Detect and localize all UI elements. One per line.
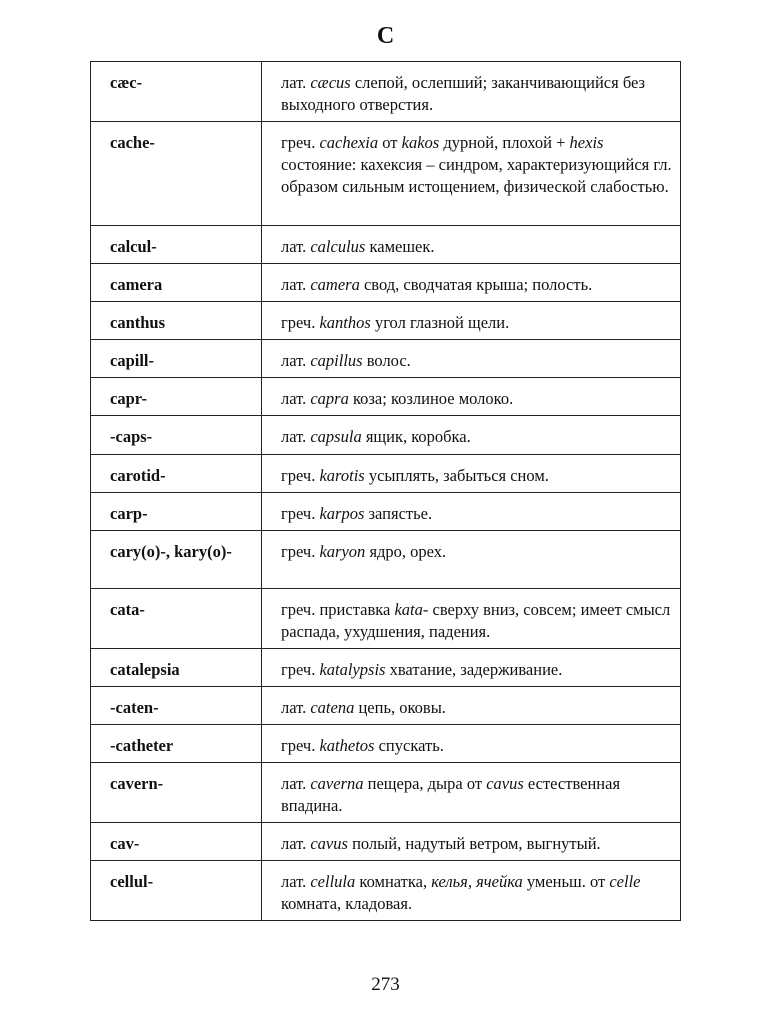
entry-definition — [262, 649, 681, 687]
entry-definition — [262, 302, 681, 340]
etymon-word: camera — [310, 275, 360, 294]
entry-term: carp- — [91, 493, 262, 531]
entry-definition — [262, 763, 681, 823]
definition-text: естественная впадина. — [281, 774, 621, 815]
entry-definition — [262, 226, 681, 264]
entry-term: -caps- — [91, 416, 262, 455]
entry-definition — [262, 823, 681, 861]
definition-text: комнатка, — [355, 872, 432, 891]
section-letter: C — [376, 23, 395, 49]
table-row — [91, 493, 681, 531]
table-row — [91, 340, 681, 378]
definition-text: лат. — [281, 275, 311, 294]
etymon-word: capsula — [310, 427, 362, 446]
definition-text: свод, сводчатая крыша; полость. — [359, 275, 593, 294]
entry-term: cæc- — [91, 62, 262, 122]
definition-text: полый, надутый ветром, выгнутый. — [347, 834, 601, 853]
etymon-word: catena — [310, 698, 355, 717]
etymon-word: cæcus — [310, 73, 351, 92]
definition-text: лат. — [281, 351, 311, 370]
entry-definition — [262, 378, 681, 416]
table-row — [91, 687, 681, 725]
definition-text: запястье. — [364, 504, 433, 523]
definition-text: состояние: кахексия – синдром, характеризующийся гл. образом сильным истощением, физической слабостью. — [281, 155, 672, 196]
entry-term: calcul- — [91, 226, 262, 264]
definition-text: лат. — [281, 427, 311, 446]
definition-text: лат. — [281, 698, 311, 717]
entry-term: -catheter — [91, 725, 262, 763]
definition-text: ядро, орех. — [365, 542, 447, 561]
etymon-word: kata- — [394, 600, 429, 619]
definition-text: слепой, ослепший; заканчивающийся без выходного отверстия. — [281, 73, 646, 114]
definition-text: греч. — [281, 542, 320, 561]
table-row — [91, 264, 681, 302]
etymon-word: келья, ячейка — [431, 872, 523, 891]
etymon-word: cachexia — [319, 133, 379, 152]
definition-text: лат. — [281, 774, 311, 793]
table-row — [91, 122, 681, 226]
etymon-word: karpos — [319, 504, 365, 523]
definition-text: лат. — [281, 389, 311, 408]
definition-text: греч. — [281, 313, 320, 332]
definition-text: комната, кладовая. — [281, 894, 413, 913]
table-row — [91, 589, 681, 649]
definition-text: лат. — [281, 834, 311, 853]
entry-definition — [262, 531, 681, 589]
definition-text: сверху вниз, совсем; имеет смысл распада, ухудшения, падения. — [281, 600, 671, 641]
etymon-word: hexis — [569, 133, 604, 152]
entry-term: cav- — [91, 823, 262, 861]
definition-text: камешек. — [365, 237, 435, 256]
entry-term: camera — [91, 264, 262, 302]
definition-text: греч. — [281, 660, 320, 679]
etymon-word: cavus — [310, 834, 348, 853]
definition-text: лат. — [281, 237, 311, 256]
table-row — [91, 302, 681, 340]
entry-term: carotid- — [91, 455, 262, 493]
entry-term: cache- — [91, 122, 262, 226]
table-row — [91, 455, 681, 493]
entry-definition — [262, 122, 681, 226]
entry-definition — [262, 493, 681, 531]
entry-definition — [262, 264, 681, 302]
etymon-word: katalypsis — [319, 660, 386, 679]
definition-text: лат. — [281, 73, 311, 92]
entry-term: capill- — [91, 340, 262, 378]
definition-text: спускать. — [374, 736, 444, 755]
definition-text: греч. — [281, 466, 320, 485]
definition-text: хватание, задерживание. — [385, 660, 563, 679]
table-row — [91, 416, 681, 455]
table-row — [91, 725, 681, 763]
entry-term: cary(o)-, kary(o)- — [91, 531, 262, 589]
definition-text: усыплять, забыться сном. — [364, 466, 549, 485]
etymon-word: cellula — [310, 872, 356, 891]
entry-term: -caten- — [91, 687, 262, 725]
entry-definition — [262, 455, 681, 493]
entry-definition — [262, 861, 681, 921]
etymon-word: kanthos — [319, 313, 371, 332]
etymon-word: cavus — [486, 774, 524, 793]
definition-text: греч. — [281, 736, 320, 755]
definition-text: дурной, плохой + — [439, 133, 570, 152]
table-row — [91, 823, 681, 861]
entry-definition — [262, 416, 681, 455]
entry-term: catalepsia — [91, 649, 262, 687]
entry-definition — [262, 62, 681, 122]
entry-term: cavern- — [91, 763, 262, 823]
etymon-word: kakos — [401, 133, 440, 152]
table-row — [91, 531, 681, 589]
entry-definition — [262, 687, 681, 725]
table-row — [91, 378, 681, 416]
etymon-word: celle — [609, 872, 641, 891]
entry-definition — [262, 340, 681, 378]
etymon-word: karyon — [319, 542, 366, 561]
dictionary-table — [90, 61, 681, 921]
definition-text: цепь, оковы. — [354, 698, 446, 717]
entry-term: canthus — [91, 302, 262, 340]
page-number: 273 — [371, 974, 400, 995]
definition-text: волос. — [362, 351, 411, 370]
entry-term: cata- — [91, 589, 262, 649]
table-row — [91, 649, 681, 687]
etymon-word: caverna — [310, 774, 364, 793]
etymon-word: karotis — [319, 466, 365, 485]
etymon-word: capillus — [310, 351, 363, 370]
table-row — [91, 62, 681, 122]
definition-text: уменьш. от — [522, 872, 610, 891]
definition-text: коза; козлиное молоко. — [348, 389, 514, 408]
etymon-word: capra — [310, 389, 349, 408]
definition-text: от — [378, 133, 402, 152]
definition-text: пещера, дыра от — [363, 774, 487, 793]
entry-definition — [262, 589, 681, 649]
definition-text: греч. приставка — [281, 600, 395, 619]
table-row — [91, 763, 681, 823]
table-row — [91, 226, 681, 264]
etymon-word: calculus — [310, 237, 366, 256]
definition-text: греч. — [281, 133, 320, 152]
entry-definition — [262, 725, 681, 763]
definition-text: греч. — [281, 504, 320, 523]
definition-text: ящик, коробка. — [361, 427, 471, 446]
entry-term: capr- — [91, 378, 262, 416]
definition-text: лат. — [281, 872, 311, 891]
definition-text: угол глазной щели. — [370, 313, 510, 332]
entry-term: cellul- — [91, 861, 262, 921]
table-row — [91, 861, 681, 921]
etymon-word: kathetos — [319, 736, 375, 755]
